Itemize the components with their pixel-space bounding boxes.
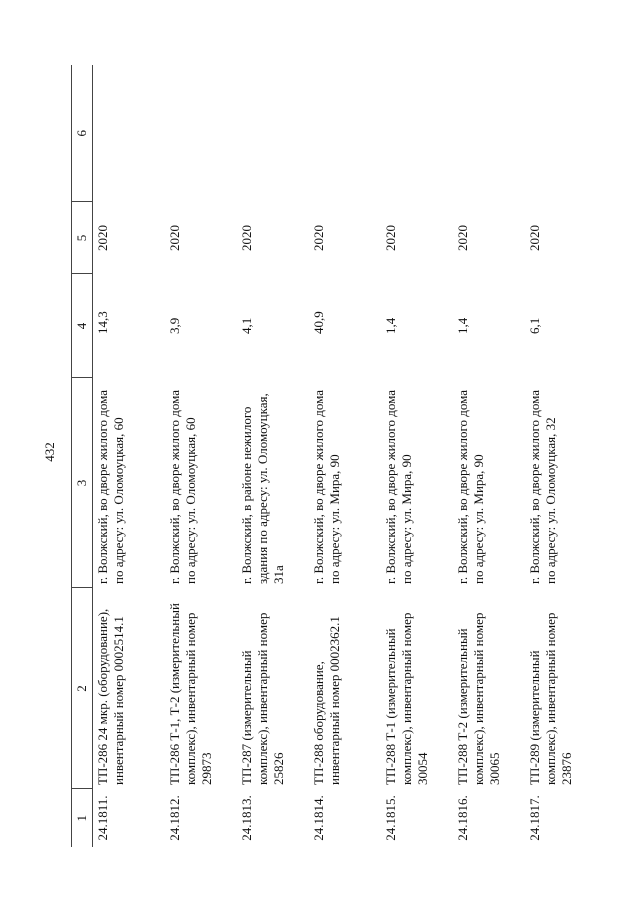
table-row [309,65,381,847]
object-address: г. Волжский, во дворе жилого дома по адресу: ул. Мира, 90 [383,389,414,584]
table-row [165,65,237,847]
object-area: 1,4 [383,317,398,334]
table-row [525,65,597,847]
object-name: ТП-286 24 мкр. (оборудование), инвентарный номер 0002514.1 [95,608,126,785]
object-note [309,65,381,202]
object-area: 1,4 [455,317,470,334]
column-header-3: 3 [72,378,93,588]
object-address: г. Волжский, во дворе жилого дома по адресу: ул. Оломоуцкая, 60 [167,389,198,584]
table-row [93,65,166,847]
row-number: 24.1817. [527,795,542,841]
object-name: ТП-288 Т-2 (измерительный комплекс), инвентарный номер 30065 [455,612,502,785]
object-address: г. Волжский, во дворе жилого дома по адресу: ул. Оломоуцкая, 32 [527,389,558,584]
object-year: 2020 [95,225,110,251]
object-note [93,65,166,202]
table-row [453,65,525,847]
object-year: 2020 [311,225,326,251]
object-note [381,65,453,202]
object-name: ТП-286 Т-1, Т-2 (измерительный комплекс), инвентарный номер 29873 [167,603,214,785]
object-year: 2020 [527,225,542,251]
column-header-1: 1 [72,789,93,847]
column-header-5: 5 [72,202,93,274]
object-area: 14,3 [95,311,110,334]
object-year: 2020 [383,225,398,251]
object-note [237,65,309,202]
object-note [453,65,525,202]
object-year: 2020 [455,225,470,251]
table-body [93,65,598,847]
row-number: 24.1814. [311,795,326,841]
row-number: 24.1812. [167,795,182,841]
column-header-4: 4 [72,274,93,378]
object-note [525,65,597,202]
row-number: 24.1813. [239,795,254,841]
row-number: 24.1811. [95,795,110,841]
object-name: ТП-288 Т-1 (измерительный комплекс), инвентарный номер 30054 [383,612,430,785]
object-name: ТП-287 (измерительный комплекс), инвентарный номер 25826 [239,612,286,785]
header-row [72,65,93,847]
page-number-text: 432 [42,442,57,462]
property-table [71,65,597,847]
row-number: 24.1816. [455,795,470,841]
object-name: ТП-288 оборудование, инвентарный номер 0002362.1 [311,616,342,785]
object-area: 6,1 [527,317,542,334]
object-year: 2020 [167,225,182,251]
object-name: ТП-289 (измерительный комплекс), инвентарный номер 23876 [527,612,574,785]
object-area: 3,9 [167,317,182,334]
column-header-6: 6 [72,65,93,202]
column-header-2: 2 [72,588,93,789]
object-address: г. Волжский, во дворе жилого дома по адресу: ул. Мира, 90 [311,389,342,584]
object-year: 2020 [239,225,254,251]
object-note [165,65,237,202]
object-area: 40,9 [311,311,326,334]
table-row [237,65,309,847]
object-address: г. Волжский, в районе нежилого здания по адресу: ул. Оломоуцкая, 31а [239,393,286,584]
object-address: г. Волжский, во дворе жилого дома по адресу: ул. Оломоуцкая, 60 [95,389,126,584]
object-address: г. Волжский, во дворе жилого дома по адресу: ул. Мира, 90 [455,389,486,584]
rotated-table-container [71,65,631,847]
table-header [72,65,93,847]
row-number: 24.1815. [383,795,398,841]
table-row [381,65,453,847]
object-area: 4,1 [239,317,254,334]
